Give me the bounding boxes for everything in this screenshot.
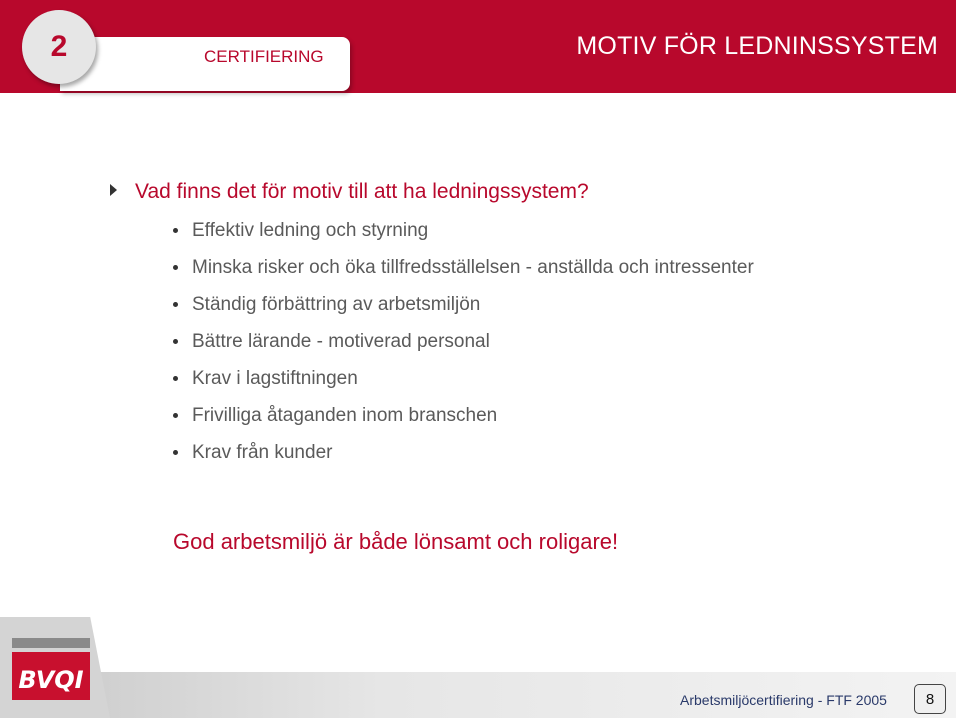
list-item-text: Krav från kunder xyxy=(192,442,333,463)
arrow-bullet-icon xyxy=(110,184,117,196)
page-number xyxy=(914,684,946,714)
list-item-text: Effektiv ledning och styrning xyxy=(192,220,429,241)
section-label: CERTIFIERING xyxy=(204,47,324,66)
list-item xyxy=(170,293,754,330)
list-item xyxy=(170,441,754,478)
main-heading xyxy=(110,180,589,204)
page-number-text: 8 xyxy=(925,690,935,708)
page-title: MOTIV FÖR LEDNINSSYSTEM xyxy=(576,32,938,60)
bullet-dot-icon xyxy=(173,265,178,270)
bullet-dot-icon xyxy=(173,450,178,455)
list-item xyxy=(170,404,754,441)
list-item-text: Minska risker och öka tillfredsställelsen - anställda och intressenter xyxy=(192,257,754,278)
bullet-dot-icon xyxy=(173,376,178,381)
list-item xyxy=(170,367,754,404)
section-number-badge xyxy=(22,10,96,84)
logo-text: BVQI xyxy=(18,666,84,694)
bullet-list xyxy=(170,219,754,478)
list-item-text: Frivilliga åtaganden inom branschen xyxy=(192,405,498,426)
conclusion-text: God arbetsmiljö är både lönsamt och roligare! xyxy=(173,529,619,554)
list-item-text: Krav i lagstiftningen xyxy=(192,368,358,389)
list-item-text: Bättre lärande - motiverad personal xyxy=(192,331,490,352)
bullet-dot-icon xyxy=(173,302,178,307)
bullet-dot-icon xyxy=(173,339,178,344)
bullet-dot-icon xyxy=(173,228,178,233)
footer-caption: Arbetsmiljöcertifiering - FTF 2005 xyxy=(680,692,887,708)
bvqi-logo-icon xyxy=(12,638,90,700)
list-item xyxy=(170,330,754,367)
list-item-text: Ständig förbättring av arbetsmiljön xyxy=(192,294,481,315)
section-number: 2 xyxy=(50,30,68,63)
list-item xyxy=(170,256,754,293)
bullet-dot-icon xyxy=(173,413,178,418)
list-item xyxy=(170,219,754,256)
main-heading-text: Vad finns det för motiv till att ha ledningssystem? xyxy=(135,180,589,203)
